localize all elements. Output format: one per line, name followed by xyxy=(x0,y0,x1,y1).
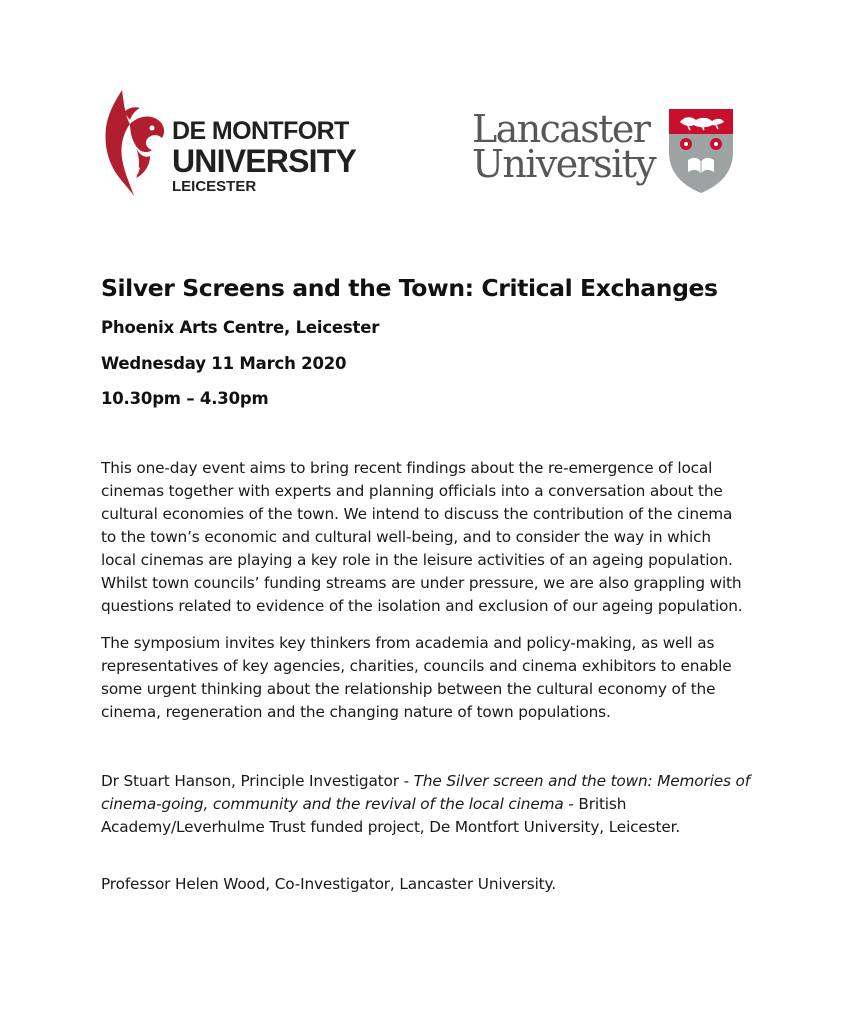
pi-suffix: - British xyxy=(563,795,627,813)
intro-line: This one-day event aims to bring recent findings about the re-emergence of local xyxy=(101,459,713,477)
de-montfort-university-logo xyxy=(100,88,357,198)
pi-line-1 xyxy=(101,770,751,793)
lancaster-university-logo xyxy=(472,108,742,198)
intro-line: to the town’s economic and cultural well-being, and to consider the way in which xyxy=(101,528,711,546)
principal-investigator-credit xyxy=(101,770,751,839)
co-investigator-credit xyxy=(101,873,751,896)
intro-line: Whilst town councils’ funding streams are under pressure, we are also grappling with xyxy=(101,574,742,592)
dmu-wordmark-line3: LEICESTER xyxy=(172,178,257,195)
symposium-line: some urgent thinking about the relationship between the cultural economy of the xyxy=(101,680,716,698)
pi-prefix: Dr Stuart Hanson, Principle Investigator - xyxy=(101,772,414,790)
intro-line: cultural economies of the town. We intend to discuss the contribution of the cinema xyxy=(101,505,733,523)
event-time: 10.30pm – 4.30pm xyxy=(101,389,269,408)
symposium-paragraph xyxy=(101,632,751,724)
lancaster-wordmark-line2: University xyxy=(472,142,656,186)
intro-line: questions related to evidence of the isolation and exclusion of our ageing population. xyxy=(101,597,743,615)
intro-paragraph xyxy=(101,457,751,618)
pi-project-title-part1: The Silver screen and the town: Memories of xyxy=(413,772,750,790)
dmu-lion-emblem-icon xyxy=(100,88,168,198)
co-investigator-line: Professor Helen Wood, Co-Investigator, Lancaster University. xyxy=(101,875,556,893)
pi-project-title-part2: cinema-going, community and the revival of the local cinema xyxy=(101,795,564,813)
lancaster-shield-icon xyxy=(668,108,734,194)
dmu-wordmark-line1: DE MONTFORT xyxy=(172,117,349,145)
event-date: Wednesday 11 March 2020 xyxy=(101,354,347,373)
lancaster-wordmark xyxy=(472,107,656,186)
symposium-line: cinema, regeneration and the changing nature of town populations. xyxy=(101,703,611,721)
intro-line: local cinemas are playing a key role in the leisure activities of an ageing population. xyxy=(101,551,733,569)
event-title: Silver Screens and the Town: Critical Exchanges xyxy=(101,274,718,302)
pi-line-2 xyxy=(101,793,751,816)
dmu-wordmark-line2: UNIVERSITY xyxy=(172,143,357,179)
lancaster-wordmark-line1: Lancaster xyxy=(472,107,650,151)
symposium-line: representatives of key agencies, charities, councils and cinema exhibitors to enable xyxy=(101,657,732,675)
pi-line-3: Academy/Leverhulme Trust funded project, De Montfort University, Leicester. xyxy=(101,818,681,836)
symposium-line: The symposium invites key thinkers from academia and policy-making, as well as xyxy=(101,634,715,652)
dmu-wordmark xyxy=(172,119,356,194)
event-venue: Phoenix Arts Centre, Leicester xyxy=(101,318,380,337)
intro-line: cinemas together with experts and planning officials into a conversation about the xyxy=(101,482,723,500)
